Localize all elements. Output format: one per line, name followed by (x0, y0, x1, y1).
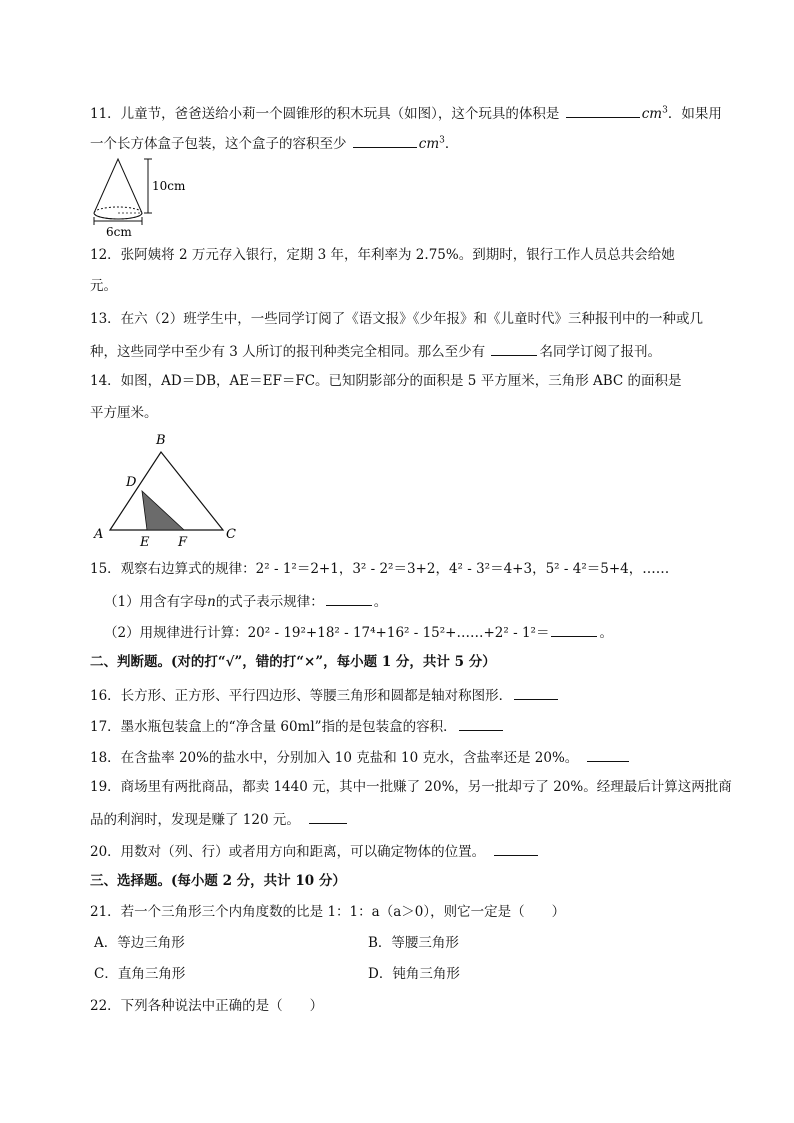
cone-body (94, 159, 142, 213)
q18-blank[interactable] (587, 747, 629, 762)
q17-blank[interactable] (459, 716, 503, 731)
q12-line2: 元。 (90, 278, 117, 294)
label-f: F (178, 535, 188, 548)
q11-line2: 一个长方体盒子包装，这个盒子的容积至少 $cm^3$． (90, 133, 458, 153)
q16-blank[interactable] (514, 685, 558, 700)
q11-blank2[interactable] (353, 133, 417, 148)
q12-line1: 12．张阿姨将 2 万元存入银行，定期 3 年，年利率为 2.75%。到期时，银行工作人员总共会给她 (90, 247, 675, 263)
label-a: A (94, 527, 104, 542)
base-label: 6cm (106, 225, 132, 239)
section-3-heading: 三、选择题。(每小题 2 分，共计 10 分） (90, 873, 346, 889)
shaded-region (142, 491, 184, 530)
q21-option-c[interactable]: C．直角三角形 (94, 966, 186, 982)
q16: 16．长方形、正方形、平行四边形、等腰三角形和圆都是轴对称图形． (90, 685, 560, 705)
q18: 18．在含盐率 20%的盐水中，分别加入 10 克盐和 10 克水，含盐率还是 20%。 (90, 747, 631, 767)
q13-line1: 13．在六（2）班学生中，一些同学订阅了《语文报》《少年报》和《儿童时代》三种报刊中的一种或几 (90, 311, 704, 327)
q13-line2: 种，这些同学中至少有 3 人所订的报刊种类完全相同。那么至少有 名同学订阅了报刊。 (90, 341, 661, 361)
q15-blank2[interactable] (551, 622, 597, 637)
q13-blank[interactable] (491, 341, 537, 356)
height-label: 10cm (152, 179, 186, 193)
cone-figure (88, 155, 198, 240)
q17: 17．墨水瓶包装盒上的“净含量 60ml”指的是包装盒的容积． (90, 716, 505, 736)
q11-blank1[interactable] (566, 103, 640, 118)
q20-blank[interactable] (494, 841, 538, 856)
q19-blank[interactable] (309, 809, 347, 824)
q11-line1: 11．儿童节，爸爸送给小莉一个圆锥形的积木玩具（如图），这个玩具的体积是 $cm^3$．如果用 (90, 103, 722, 123)
q15-line1: 15．观察右边算式的规律：2² - 1²＝2+1，3² - 2²＝3+2，4² - 3²＝4+3，5² - 4²＝5+4，…… (90, 561, 670, 577)
q14-line2: 平方厘米。 (90, 405, 158, 421)
q15-blank1[interactable] (326, 591, 372, 606)
q15-sub2: （2）用规律进行计算：20² - 19²+18² - 17⁴+16² - 15²+……+2² - 1²＝ 。 (104, 622, 613, 642)
q22: 22．下列各种说法中正确的是（ ） (90, 998, 324, 1014)
label-b: B (156, 433, 166, 448)
q15-sub1: （1）用含有字母n的式子表示规律： 。 (104, 591, 387, 611)
q19-line2: 品的利润时，发现是赚了 120 元。 (90, 809, 349, 829)
triangle-figure (88, 430, 248, 548)
q21: 21．若一个三角形三个内角度数的比是 1：1：a（a＞0），则它一定是（ ） (90, 904, 566, 920)
label-c: C (226, 527, 236, 542)
q20: 20．用数对（列、行）或者用方向和距离，可以确定物体的位置。 (90, 841, 540, 861)
q21-option-a[interactable]: A．等边三角形 (94, 935, 185, 951)
label-d: D (126, 475, 137, 490)
q14-line1: 14．如图，AD＝DB，AE＝EF＝FC。已知阴影部分的面积是 5 平方厘米，三角形 ABC 的面积是 (90, 373, 682, 389)
q21-option-d[interactable]: D．钝角三角形 (368, 966, 460, 982)
q19-line1: 19．商场里有两批商品，都卖 1440 元，其中一批赚了 20%，另一批却亏了 20%。经理最后计算这两批商 (90, 779, 732, 795)
section-2-heading: 二、判断题。(对的打“√”，错的打“×”，每小题 1 分，共计 5 分） (90, 654, 496, 670)
label-e: E (140, 535, 150, 548)
q21-option-b[interactable]: B．等腰三角形 (368, 935, 459, 951)
